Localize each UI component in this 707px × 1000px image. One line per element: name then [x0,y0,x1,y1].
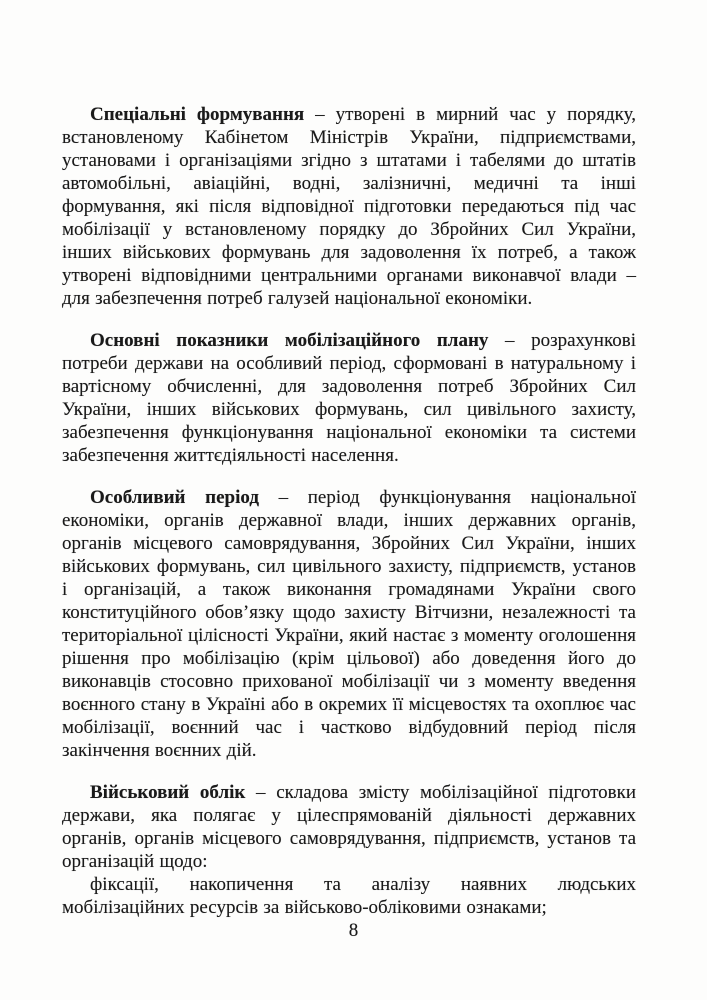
definition-paragraph [62,103,636,310]
definition-term: Основні показники мобілізаційного плану [90,330,489,351]
definition-body: – період функціонування національної економіки, органів державної влади, інших державних органів, органів місцевого самоврядування, Збройних Сил України, інших військових формувань, сил цивільного захисту, підприємств, установ і організацій, а також виконання громадянами України свого конституційного обов’язку щодо захисту Вітчизни, незалежності та територіальної цілісності України, який настає з моменту оголошення рішення про мобілізацію (крім цільової) або доведення його до виконавців стосовно прихованої мобілізації чи з моменту введення воєнного стану в Україні або в окремих її місцевостях та охоплює час мобілізації, воєнний час і частково відбудовний період після закінчення воєнних дій. [62,487,636,761]
definition-paragraph [62,781,636,873]
definition-paragraph [62,486,636,762]
definition-body: – розрахункові потреби держави на особливий період, сформовані в натуральному і вартісному обчисленні, для задоволення потреб Збройних Сил України, інших військових формувань, сил цивільного захисту, забезпечення функціонування національної економіки та системи забезпечення життєдіяльності населення. [62,330,636,466]
list-item-paragraph: фіксації, накопичення та аналізу наявних людських мобілізаційних ресурсів за військово-обліковими ознаками; [62,874,636,918]
definition-term: Особливий період [90,487,259,508]
definition-term: Спеціальні формування [90,104,305,125]
page-number: 8 [348,920,359,941]
definition-term: Військовий облік [90,782,246,803]
text-block [62,103,636,938]
definition-paragraph [62,329,636,467]
definition-body: – складова змісту мобілізаційної підготовки держави, яка полягає у цілеспрямованій діяльності державних органів, органів місцевого самоврядування, підприємств, установ та організацій щодо: [62,782,637,872]
definition-body: – утворені в мирний час у порядку, встановленому Кабінетом Міністрів України, підприємствами, установами і організаціями згідно з штатами і табелями до штатів автомобільні, авіаційні, водні, залізничні, медичні та інші формування, які після відповідної підготовки передаються під час мобілізації у встановленому порядку до Збройних Сил України, інших військових формувань для задоволення їх потреб, а також утворені відповідними центральними органами виконавчої влади – для забезпечення потреб галузей національної економіки. [62,104,636,309]
